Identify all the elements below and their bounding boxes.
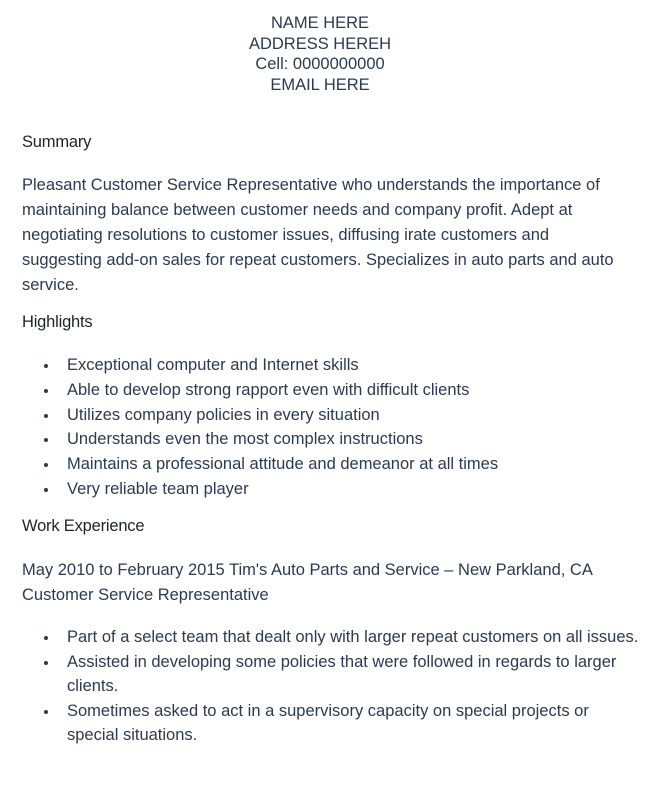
work-item (0, 699, 640, 748)
work-experience-list (0, 625, 640, 748)
bullet-icon (44, 636, 48, 640)
bullet-icon (44, 661, 48, 665)
bullet-icon (44, 710, 48, 714)
work-experience-heading: Work Experience (22, 517, 145, 535)
highlight-item (0, 477, 640, 502)
summary-heading: Summary (22, 133, 92, 151)
bullet-icon (44, 389, 48, 393)
summary-text: Pleasant Customer Service Representative who understands the importance of maintaining balance between customer needs and company profit. Adept at negotiating resolutions to customer issues, diffusing irate customers and suggesting add-on sales for repeat customers. Specializes in auto parts and auto service. (22, 176, 614, 294)
highlight-text: Very reliable team player (67, 479, 249, 498)
highlight-text: Utilizes company policies in every situation (67, 405, 380, 424)
work-item-text: Part of a select team that dealt only with larger repeat customers on all issues. (67, 628, 639, 646)
highlight-text: Maintains a professional attitude and demeanor at all times (67, 455, 499, 474)
highlight-item (0, 403, 640, 428)
contact-block (0, 13, 640, 95)
bullet-icon (44, 463, 48, 467)
contact-email: EMAIL HERE (270, 75, 370, 94)
work-item (0, 650, 640, 699)
contact-name: NAME HERE (270, 14, 370, 32)
highlight-item (0, 452, 640, 477)
contact-cell: Cell: 0000000000 (255, 55, 385, 73)
highlight-item (0, 353, 640, 378)
work-item-text: Sometimes asked to act in a supervisory capacity on special projects or special situations. (67, 701, 589, 744)
highlight-item (0, 427, 640, 452)
bullet-icon (44, 438, 48, 442)
bullet-icon (44, 364, 48, 368)
highlights-list (0, 353, 640, 502)
highlights-heading: Highlights (22, 313, 93, 331)
contact-address: ADDRESS HEREH (248, 34, 392, 53)
highlight-text: Understands even the most complex instructions (67, 430, 423, 449)
work-item (0, 625, 640, 650)
bullet-icon (44, 488, 48, 492)
work-item-text: Assisted in developing some policies that were followed in regards to larger clients. (67, 652, 617, 695)
job-line: May 2010 to February 2015 Tim's Auto Parts and Service – New Parkland, CA Customer Service Representative (22, 561, 592, 604)
highlight-item (0, 378, 640, 403)
highlight-text: Exceptional computer and Internet skills (67, 356, 359, 374)
highlight-text: Able to develop strong rapport even with difficult clients (67, 380, 470, 399)
bullet-icon (44, 414, 48, 418)
